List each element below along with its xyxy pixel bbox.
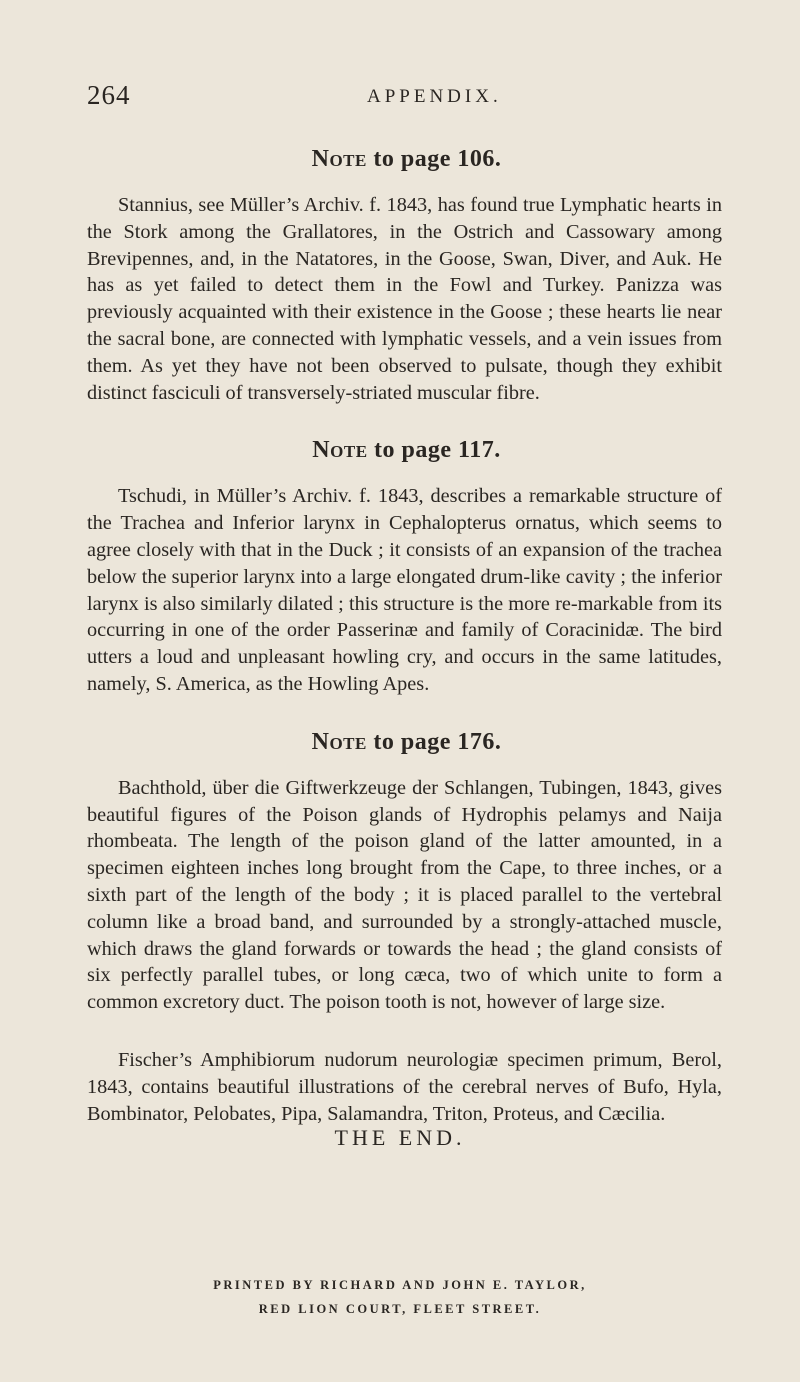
note-heading-word: Note <box>312 437 368 464</box>
note-heading <box>87 437 722 464</box>
colophon-line: PRINTED BY RICHARD AND JOHN E. TAYLOR, <box>213 1278 587 1292</box>
note-heading <box>87 146 722 173</box>
note-paragraph: Bachthold, über die Giftwerkzeuge der Schlangen, Tubingen, 1843, gives beautiful figures of the Poison glands of Hydrophis pelamys and Naija rhombeata. The length of the poison gland of the latter amounted, in a specimen eighteen inches long brought from the Cape, to three inches, or a sixth part of the length of the body ; it is placed parallel to the vertebral column like a broad band, and surrounded by a strongly-attached muscle, which draws the gland forwards or towards the head ; the gland consists of six perfectly parallel tubes, or long cæca, two of which unite to form a common excretory duct. The poison tooth is not, however of large size. <box>87 776 722 1014</box>
note-paragraph: Fischer’s Amphibiorum nudorum neurologiæ specimen primum, Berol, 1843, contains beautiful illustrations of the cerebral nerves of Bufo, Hyla, Bombinator, Pelobates, Pipa, Salamandra, Triton, Proteus, and Cæcilia. <box>87 1048 722 1125</box>
note-paragraph: Stannius, see Müller’s Archiv. f. 1843, has found true Lymphatic hearts in the Stork among the Grallatores, in the Ostrich and Cassowary among Brevipennes, and, in the Natatores, in the Goose, Swan, Diver, and Auk. He has as yet failed to detect them in the Fowl and Turkey. Panizza was previously acquainted with their existence in the Goose ; these hearts lie near the sacral bone, are connected with lymphatic vessels, and a vein issues from them. As yet they have not been observed to pulsate, though they exhibit distinct fasciculi of transversely-striated muscular fibre. <box>87 194 722 404</box>
note-heading-word: Note <box>311 728 367 755</box>
note-section <box>87 437 722 697</box>
note-heading <box>87 729 722 756</box>
note-heading-word: Note <box>311 146 367 172</box>
note-section <box>87 729 722 1128</box>
page-number: 264 <box>87 80 131 110</box>
note-paragraph: Tschudi, in Müller’s Archiv. f. 1843, describes a remarkable structure of the Trachea and Inferior larynx in Cephalopterus ornatus, which seems to agree closely with that in the Duck ; it consists of an expansion of the trachea below the superior larynx into a large elongated drum-like cavity ; the inferior larynx is also similarly dilated ; this structure is the more re-markable from its occurring in one of the order Passerinæ and family of Coracinidæ. The bird utters a loud and unpleasant howling cry, and occurs in the same latitudes, namely, S. America, as the Howling Apes. <box>87 485 722 695</box>
page-body <box>87 146 722 1127</box>
printer-colophon <box>0 1273 800 1321</box>
note-heading-ref: to page 117. <box>367 437 501 464</box>
note-heading-ref: to page 106. <box>366 146 502 172</box>
the-end: THE END. <box>334 1125 466 1150</box>
note-heading-ref: to page 176. <box>366 728 502 755</box>
running-title: APPENDIX. <box>367 86 502 107</box>
colophon-line: RED LION COURT, FLEET STREET. <box>258 1302 542 1316</box>
note-section <box>87 146 722 406</box>
running-head <box>87 80 713 120</box>
